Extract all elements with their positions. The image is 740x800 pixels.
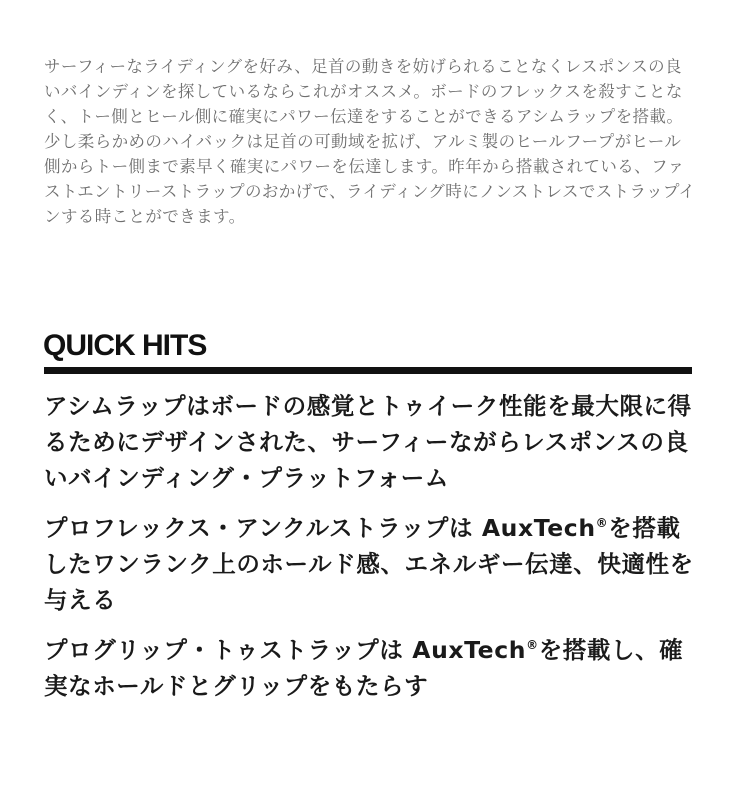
quick-hit-text: を搭載し、確実なホールドとグリップをもたらす: [44, 636, 684, 700]
quick-hit-text: アシムラップはボードの感覚とトゥイーク性能を最大限に得るためにデザインされた、サーフィーながらレスポンスの良いバインディング・プラットフォーム: [44, 392, 692, 492]
product-description: [44, 54, 696, 229]
quick-hit-text: プロフレックス・アンクルストラップは AuxTech: [44, 514, 596, 542]
quick-hit-text: を搭載したワンランク上のホールド感、エネルギー伝達、快適性を与える: [44, 514, 694, 614]
registered-mark: ®: [526, 638, 539, 652]
description-paragraph: 少し柔らかめのハイバックは足首の可動域を拡げ、アルミ製のヒールフープがヒール側からトー側まで素早く確実にパワーを伝達します。昨年から搭載されている、ファストエントリーストラップのおかげで、ライディング時にノンストレスでストラップインする時ことができます。: [44, 132, 696, 226]
quick-hits-heading: QUICK HITS: [43, 329, 207, 362]
description-paragraph: サーフィーなライディングを好み、足首の動きを妨げられることなくレスポンスの良いバインディンを探しているならこれがオススメ。ボードのフレックスを殺すことなく、トー側とヒール側に確実にパワー伝達をすることができるアシムラップを搭載。: [44, 57, 684, 126]
quick-hits-list: [44, 388, 696, 718]
quick-hit-item: [44, 388, 696, 496]
heading-divider: [44, 367, 692, 374]
quick-hit-item: [44, 632, 696, 704]
quick-hit-item: [44, 510, 696, 618]
registered-mark: ®: [595, 516, 609, 530]
quick-hit-text: プログリップ・トゥストラップは AuxTech: [44, 636, 527, 664]
